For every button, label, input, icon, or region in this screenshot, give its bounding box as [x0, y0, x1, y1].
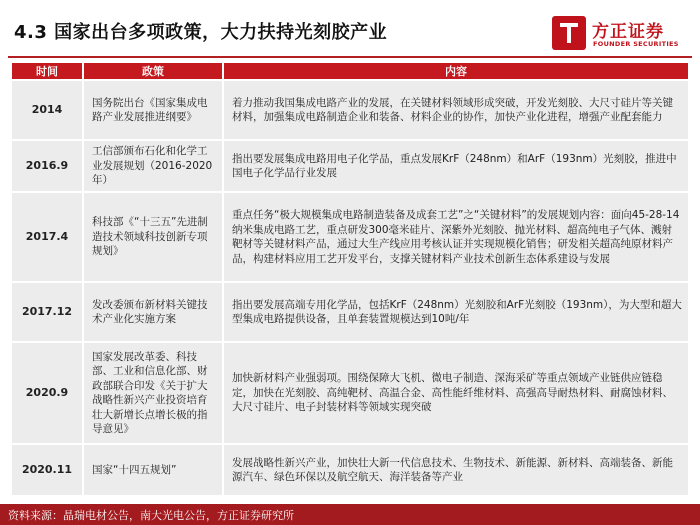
table-row	[12, 343, 688, 443]
column-header-time: 时间	[12, 63, 82, 79]
cell-time: 2020.9	[12, 343, 82, 443]
cell-policy: 科技部《“十三五”先进制造技术领域科技创新专项规划》	[82, 193, 222, 281]
cell-content: 着力推动我国集成电路产业的发展，在关键材料领域形成突破，开发光刻胶、大尺寸硅片等关键材料，加强集成电路制造企业和装备、材料企业的协作，加快产业化进程，增强产业配套能力	[222, 81, 688, 139]
header-divider	[8, 56, 692, 58]
cell-policy: 国家发展改革委、科技部、工业和信息化部、财政部联合印发《关于扩大战略性新兴产业投资培育壮大新增长点增长极的指导意见》	[82, 343, 222, 443]
cell-policy: 发改委颁布新材料关键技术产业化实施方案	[82, 283, 222, 341]
founder-securities-logo	[552, 12, 692, 56]
cell-policy: 工信部颁布石化和化学工业发展规划（2016-2020年）	[82, 141, 222, 191]
policy-table	[12, 61, 688, 497]
cell-content: 指出要发展高端专用化学品，包括KrF（248nm）光刻胶和ArF光刻胶（193nm），为大型和超大型集成电路提供设备，且单套装置规模达到10吨/年	[222, 283, 688, 341]
page-header	[0, 0, 700, 62]
cell-time: 2020.11	[12, 445, 82, 495]
table-row	[12, 193, 688, 281]
cell-time: 2017.12	[12, 283, 82, 341]
table-row	[12, 283, 688, 341]
footer-bar	[0, 504, 700, 525]
logo-text-en: FOUNDER SECURITIES	[593, 40, 679, 48]
table-header-row	[12, 63, 688, 79]
table-row	[12, 445, 688, 495]
cell-time: 2017.4	[12, 193, 82, 281]
cell-policy: 国务院出台《国家集成电路产业发展推进纲要》	[82, 81, 222, 139]
column-header-policy: 政策	[82, 63, 222, 79]
cell-content: 指出要发展集成电路用电子化学品，重点发展KrF（248nm）和ArF（193nm）光刻胶，推进中国电子化学品行业发展	[222, 141, 688, 191]
logo-mark-icon	[552, 16, 586, 50]
table-row	[12, 141, 688, 191]
cell-time: 2014	[12, 81, 82, 139]
cell-content: 加快新材料产业强弱项。围绕保障大飞机、微电子制造、深海采矿等重点领域产业链供应链稳定，加快在光刻胶、高纯靶材、高温合金、高性能纤维材料、高强高导耐热材料、耐腐蚀材料、大尺寸硅片、电子封装材料等领域实现突破	[222, 343, 688, 443]
column-header-content: 内容	[222, 63, 688, 79]
cell-time: 2016.9	[12, 141, 82, 191]
cell-policy: 国家“十四五规划”	[82, 445, 222, 495]
logo-text-cn: 方正证券	[592, 22, 664, 42]
page-title: 4.3 国家出台多项政策，大力扶持光刻胶产业	[14, 22, 388, 43]
table-row	[12, 81, 688, 139]
cell-content: 重点任务“极大规模集成电路制造装备及成套工艺”之“关键材料”的发展规划内容：面向45-28-14纳米集成电路工艺，重点研发300毫米硅片、深紫外光刻胶、抛光材料、超高纯电子气体、溅射靶材等关键材料产品，通过大生产线应用考核认证并实现规模化销售；研发相关超高纯原材料产品，构建材料应用工艺开发平台，支撑关键材料产业技术创新生态体系建设与发展	[222, 193, 688, 281]
cell-content: 发展战略性新兴产业，加快壮大新一代信息技术、生物技术、新能源、新材料、高端装备、新能源汽车、绿色环保以及航空航天、海洋装备等产业	[222, 445, 688, 495]
source-note: 资料来源：晶瑞电材公告，南大光电公告，方正证券研究所	[8, 509, 294, 522]
